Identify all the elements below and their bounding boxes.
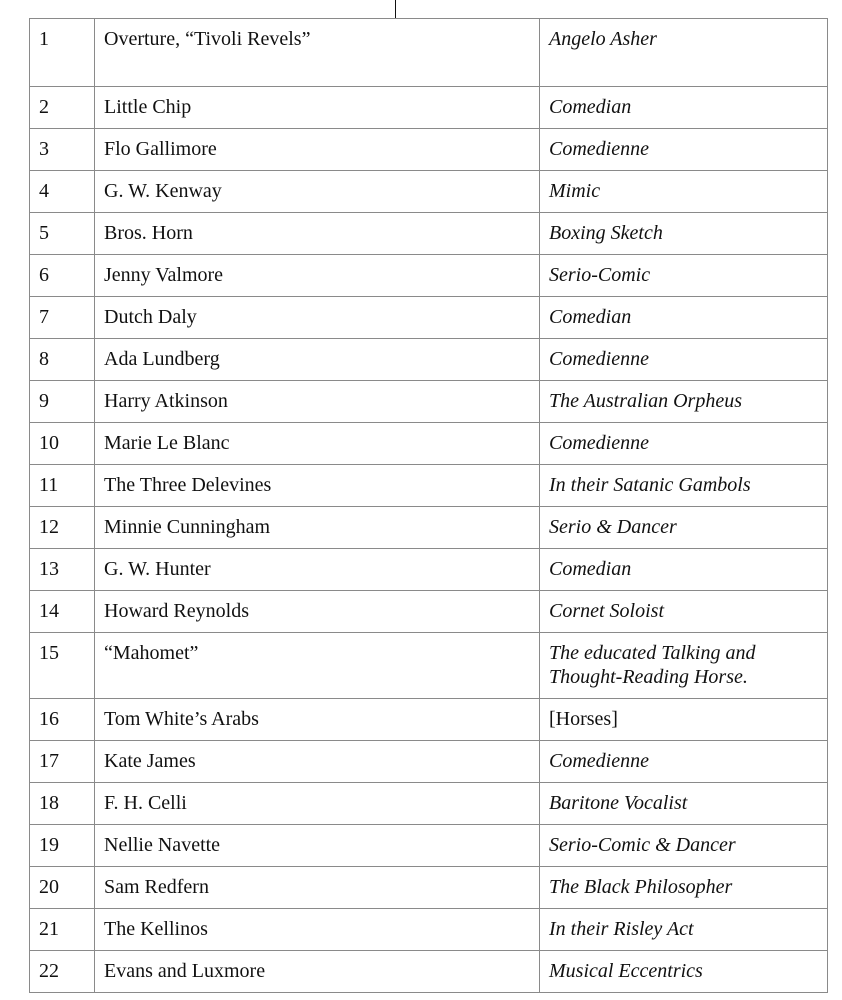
- act-description: In their Risley Act: [540, 909, 828, 951]
- performer-name: Ada Lundberg: [95, 339, 540, 381]
- row-number: 5: [30, 213, 95, 255]
- performer-name: Overture, “Tivoli Revels”: [95, 19, 540, 87]
- row-number: 1: [30, 19, 95, 87]
- performer-name: Tom White’s Arabs: [95, 699, 540, 741]
- performer-name: Minnie Cunningham: [95, 507, 540, 549]
- table-row: [30, 255, 828, 297]
- table-row: [30, 87, 828, 129]
- table-row: [30, 549, 828, 591]
- table-row: [30, 951, 828, 993]
- row-number: 10: [30, 423, 95, 465]
- row-number: 22: [30, 951, 95, 993]
- table-row: [30, 381, 828, 423]
- row-number: 19: [30, 825, 95, 867]
- act-description: Cornet Soloist: [540, 591, 828, 633]
- performer-name: Marie Le Blanc: [95, 423, 540, 465]
- row-number: 12: [30, 507, 95, 549]
- performer-name: Evans and Luxmore: [95, 951, 540, 993]
- act-description: Comedienne: [540, 741, 828, 783]
- act-description: Comedienne: [540, 129, 828, 171]
- act-description: The Black Philosopher: [540, 867, 828, 909]
- table-row: [30, 171, 828, 213]
- table-row: [30, 633, 828, 699]
- table-row: [30, 591, 828, 633]
- table-row: [30, 909, 828, 951]
- act-description: [Horses]: [540, 699, 828, 741]
- table-row: [30, 213, 828, 255]
- table-row: [30, 339, 828, 381]
- row-number: 20: [30, 867, 95, 909]
- act-description: Boxing Sketch: [540, 213, 828, 255]
- row-number: 2: [30, 87, 95, 129]
- performer-name: The Three Delevines: [95, 465, 540, 507]
- act-description: Serio & Dancer: [540, 507, 828, 549]
- performer-name: Flo Gallimore: [95, 129, 540, 171]
- performer-name: F. H. Celli: [95, 783, 540, 825]
- performer-name: Harry Atkinson: [95, 381, 540, 423]
- row-number: 8: [30, 339, 95, 381]
- table-row: [30, 825, 828, 867]
- act-description: Musical Eccentrics: [540, 951, 828, 993]
- act-description: Serio-Comic & Dancer: [540, 825, 828, 867]
- performer-name: Sam Redfern: [95, 867, 540, 909]
- table-row: [30, 699, 828, 741]
- table-row: [30, 297, 828, 339]
- row-number: 7: [30, 297, 95, 339]
- table-row: [30, 741, 828, 783]
- performer-name: Little Chip: [95, 87, 540, 129]
- row-number: 3: [30, 129, 95, 171]
- row-number: 15: [30, 633, 95, 699]
- performer-name: Bros. Horn: [95, 213, 540, 255]
- act-description: Comedian: [540, 297, 828, 339]
- act-description: Mimic: [540, 171, 828, 213]
- row-number: 21: [30, 909, 95, 951]
- act-description: Comedienne: [540, 339, 828, 381]
- performer-name: Kate James: [95, 741, 540, 783]
- row-number: 11: [30, 465, 95, 507]
- table-row: [30, 423, 828, 465]
- performer-name: Jenny Valmore: [95, 255, 540, 297]
- performer-name: Nellie Navette: [95, 825, 540, 867]
- row-number: 4: [30, 171, 95, 213]
- programme-table-body: [30, 19, 828, 993]
- table-row: [30, 129, 828, 171]
- row-number: 17: [30, 741, 95, 783]
- row-number: 14: [30, 591, 95, 633]
- act-description: Comedian: [540, 87, 828, 129]
- act-description: Angelo Asher: [540, 19, 828, 87]
- row-number: 18: [30, 783, 95, 825]
- act-description: The Australian Orpheus: [540, 381, 828, 423]
- table-row: [30, 783, 828, 825]
- act-description: Comedian: [540, 549, 828, 591]
- performer-name: Dutch Daly: [95, 297, 540, 339]
- performer-name: Howard Reynolds: [95, 591, 540, 633]
- act-description: Serio-Comic: [540, 255, 828, 297]
- table-row: [30, 465, 828, 507]
- row-number: 16: [30, 699, 95, 741]
- text-cursor-line: [395, 0, 396, 18]
- row-number: 9: [30, 381, 95, 423]
- table-row: [30, 507, 828, 549]
- act-description: Baritone Vocalist: [540, 783, 828, 825]
- act-description: In their Satanic Gambols: [540, 465, 828, 507]
- performer-name: G. W. Hunter: [95, 549, 540, 591]
- performer-name: The Kellinos: [95, 909, 540, 951]
- table-row: [30, 19, 828, 87]
- table-row: [30, 867, 828, 909]
- performer-name: G. W. Kenway: [95, 171, 540, 213]
- row-number: 13: [30, 549, 95, 591]
- act-description: The educated Talking and Thought-Reading Horse.: [540, 633, 828, 699]
- act-description: Comedienne: [540, 423, 828, 465]
- row-number: 6: [30, 255, 95, 297]
- performer-name: “Mahomet”: [95, 633, 540, 699]
- programme-table: [29, 18, 828, 993]
